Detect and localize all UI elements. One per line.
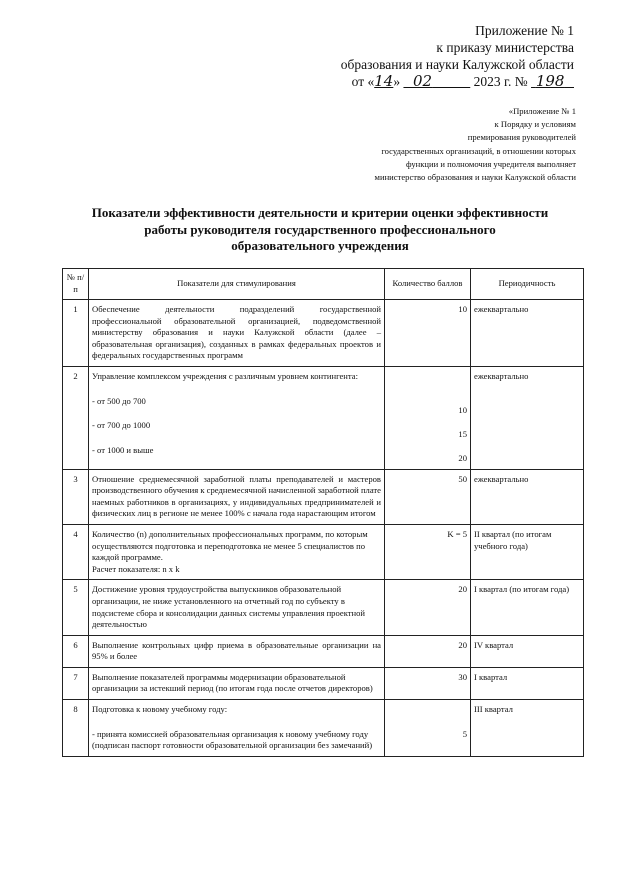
procedure-line: государственных организаций, в отношении которых xyxy=(381,145,576,156)
table-row: 2 Управление комплексом учреждения с различным уровнем контингента: - от 500 до 700 - от 700 до 1000 - от 1000 и выше 10 15 20 ежеквартально xyxy=(63,366,584,469)
appendix-title: Приложение № 1 xyxy=(475,23,574,38)
handwritten-day: 14 xyxy=(374,72,394,90)
appendix-order-ref: к приказу министерства xyxy=(436,40,574,55)
table-row: 3 Отношение среднемесячной заработной платы преподавателей и мастеров производственного обучения к среднемесячной начисленной заработной плате наемных работников в организациях, у индивидуальных предпринимателей и физических лиц в регионе не менее 100% с начала года нарастающим итогом 50 ежеквартально xyxy=(63,469,584,524)
table-row: 6 Выполнение контрольных цифр приема в образовательные организации на 95% и более 20 IV квартал xyxy=(63,635,584,667)
date-prefix: от « xyxy=(351,74,375,89)
header-points: Количество баллов xyxy=(385,269,471,300)
procedure-line: к Порядку и условиям xyxy=(494,119,576,130)
document-title: Показатели эффективности деятельности и критерии оценки эффективности работы руководителя государственного профессионального образовательного учреждения xyxy=(91,205,549,253)
date-sep: » xyxy=(393,74,401,89)
procedure-line: министерство образования и науки Калужской области xyxy=(374,172,576,183)
table-header-row xyxy=(63,269,584,300)
header-num: № п/п xyxy=(63,269,89,300)
table-row: 1 Обеспечение деятельности подразделений государственной профессиональной образовательной организацией, подведомственной министерству образования и науки Калужской области (далее – образовательная организация), созданных в рамках федеральных проектов и федеральных государственных программ 10 ежеквартально xyxy=(63,300,584,367)
table-row: 5 Достижение уровня трудоустройства выпускников образовательной организации, не ниже установленного на отчетный год по субъекту в подсистеме сбора и консолидации данных системы управления проектной деятельностью 20 I квартал (по итогам года) xyxy=(63,580,584,635)
header-period: Периодичность xyxy=(471,269,584,300)
handwritten-month: 02 xyxy=(413,72,433,90)
appendix-ministry: образования и науки Калужской области xyxy=(340,57,574,72)
table-row: 7 Выполнение показателей программы модернизации образовательной организации за истекший период (по итогам года после отчетов директоров) 30 I квартал xyxy=(63,667,584,699)
indicators-table xyxy=(62,268,584,757)
procedure-line: функции и полномочия учредителя выполняет xyxy=(405,158,576,169)
table-row: 8 Подготовка к новому учебному году: - принята комиссией образовательная организация к новому учебному году (подписан паспорт готовности образовательной организации без замечаний) 5 III квартал xyxy=(63,700,584,757)
procedure-line: «Приложение № 1 xyxy=(508,106,576,116)
header-indicator: Показатели для стимулирования xyxy=(89,269,385,300)
handwritten-order-number: 198 xyxy=(535,72,565,90)
procedure-line: премирования руководителей xyxy=(467,132,576,143)
table-row: 4 Количество (n) дополнительных профессиональных программ, по которым осуществляются подготовка и переподготовка не менее 5 специалистов по каждой программе. Расчет показателя: n x k K = 5 II квартал (по итогам учебного года) xyxy=(63,524,584,579)
procedure-appendix-header xyxy=(375,105,576,184)
order-date-line xyxy=(341,73,574,90)
appendix-header xyxy=(341,22,574,90)
date-year: 2023 г. № xyxy=(473,74,528,89)
